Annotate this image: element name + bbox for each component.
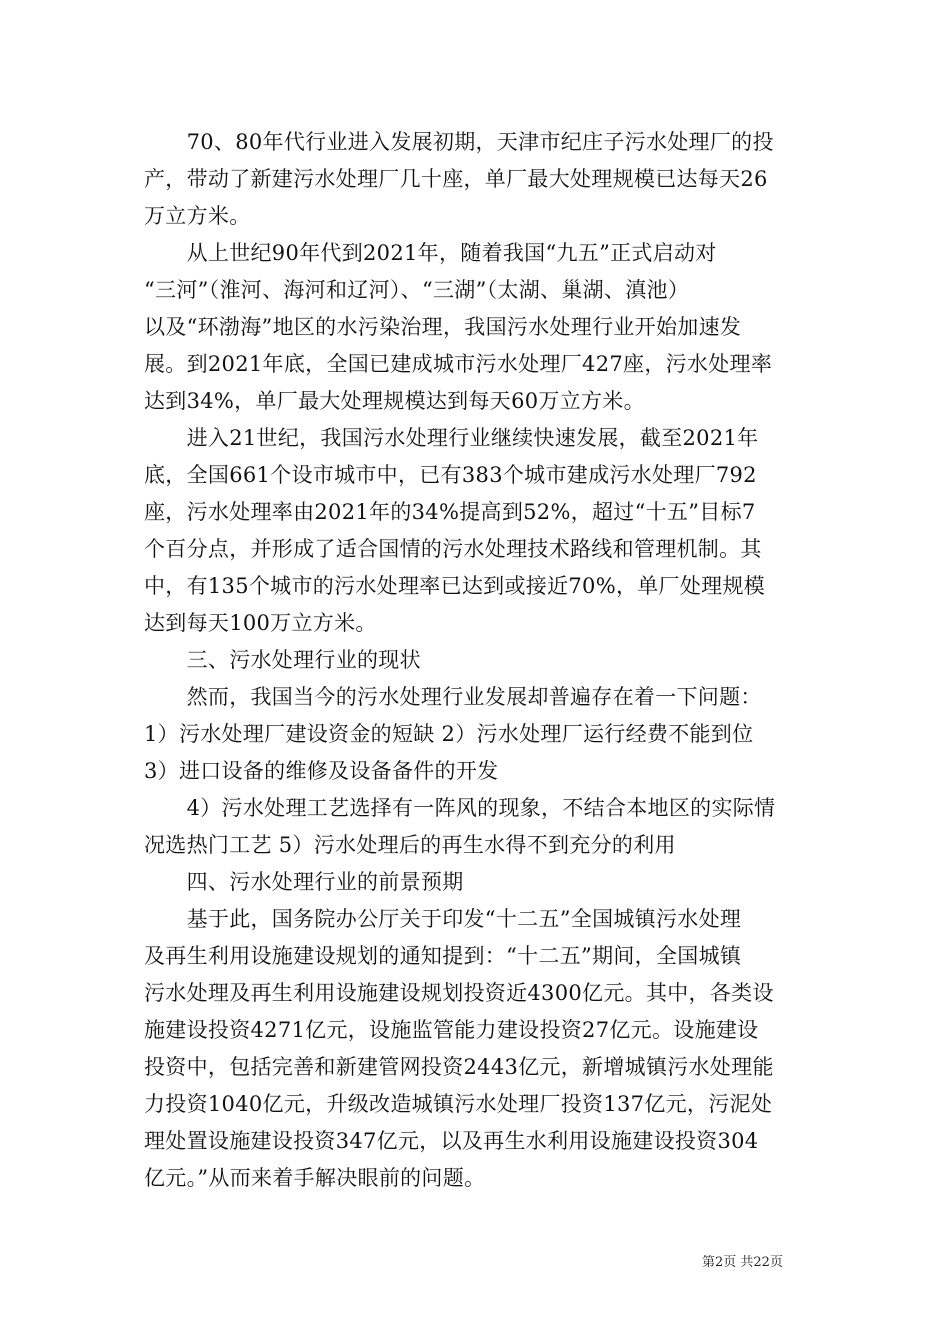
text-line: 亿元。”从而来着手解决眼前的问题。 bbox=[144, 1166, 486, 1190]
text-line: 况选热门工艺 5）污水处理后的再生水得不到充分的利用 bbox=[144, 833, 676, 857]
text-line: 产，带动了新建污水处理厂几十座，单厂最大处理规模已达每天26 bbox=[144, 167, 768, 191]
text-line: 70、80年代行业进入发展初期，天津市纪庄子污水处理厂的投 bbox=[144, 130, 774, 154]
text-line: 达到每天100万立方米。 bbox=[144, 611, 377, 635]
text-line: 1）污水处理厂建设资金的短缺 2）污水处理厂运行经费不能到位 bbox=[144, 722, 754, 746]
text-line: 然而，我国当今的污水处理行业发展却普遍存在着一下问题： bbox=[144, 685, 762, 709]
text-line: 展。到2021年底，全国已建成城市污水处理厂427座，污水处理率 bbox=[144, 352, 773, 376]
text-line: 进入21世纪，我国污水处理行业继续快速发展，截至2021年 bbox=[144, 426, 759, 450]
section-heading-3: 三、污水处理行业的现状 bbox=[144, 648, 421, 672]
text-line: 从上世纪90年代到2021年，随着我国“九五”正式启动对 bbox=[144, 241, 717, 265]
text-line: 理处置设施建设投资347亿元，以及再生水利用设施建设投资304 bbox=[144, 1129, 759, 1153]
text-line: 个百分点，并形成了适合国情的污水处理技术路线和管理机制。其 bbox=[144, 537, 762, 561]
text-line: 投资中，包括完善和新建管网投资2443亿元，新增城镇污水处理能 bbox=[144, 1055, 774, 1079]
text-line: 基于此，国务院办公厅关于印发“十二五”全国城镇污水处理 bbox=[144, 907, 742, 931]
text-line: 座，污水处理率由2021年的34%提高到52%，超过“十五”目标7 bbox=[144, 500, 756, 524]
text-line: 4）污水处理工艺选择有一阵风的现象，不结合本地区的实际情 bbox=[144, 796, 776, 820]
text-line: 达到34%，单厂最大处理规模达到每天60万立方米。 bbox=[144, 389, 645, 413]
page-number-footer: 第2页 共22页 bbox=[702, 1255, 783, 1270]
section-heading-4: 四、污水处理行业的前景预期 bbox=[144, 870, 464, 894]
text-line: “三河”（淮河、海河和辽河）、“三湖”（太湖、巢湖、滇池） bbox=[144, 278, 690, 302]
text-line: 万立方米。 bbox=[144, 204, 251, 228]
text-line: 中，有135个城市的污水处理率已达到或接近70%，单厂处理规模 bbox=[144, 574, 766, 598]
text-line: 以及“环渤海”地区的水污染治理，我国污水处理行业开始加速发 bbox=[144, 315, 742, 339]
text-line: 力投资1040亿元，升级改造城镇污水处理厂投资137亿元，污泥处 bbox=[144, 1092, 773, 1116]
text-line: 底，全国661个设市城市中，已有383个城市建成污水处理厂792 bbox=[144, 463, 757, 487]
text-line: 污水处理及再生利用设施建设规划投资近4300亿元。其中，各类设 bbox=[144, 981, 774, 1005]
text-line: 3）进口设备的维修及设备备件的开发 bbox=[144, 759, 499, 783]
text-line: 施建设投资4271亿元，设施监管能力建设投资27亿元。设施建设 bbox=[144, 1018, 759, 1042]
text-line: 及再生利用设施建设规划的通知提到：“十二五”期间，全国城镇 bbox=[144, 944, 742, 968]
